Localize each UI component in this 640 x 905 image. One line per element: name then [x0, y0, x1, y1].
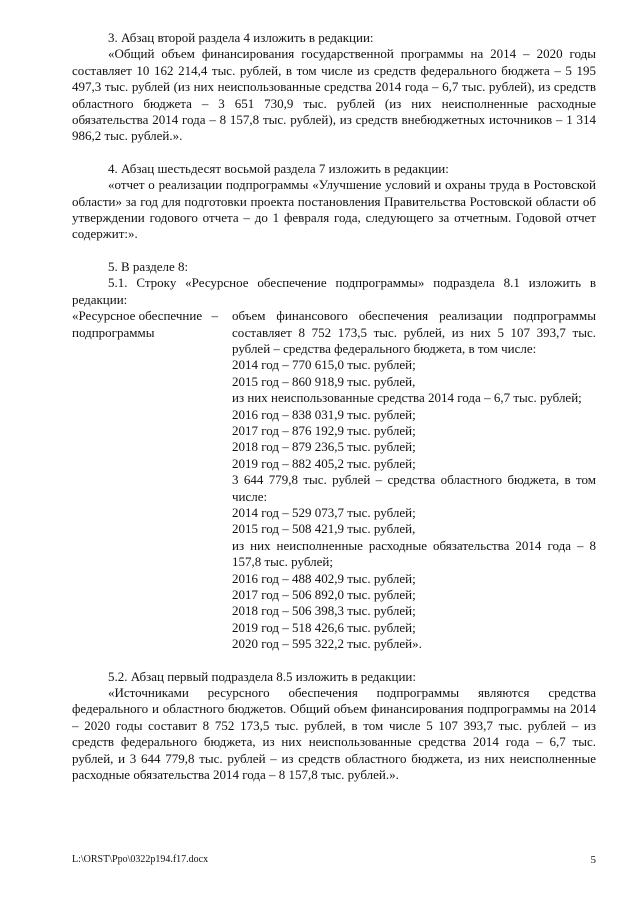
- resource-line: 2020 год – 595 322,2 тыс. рублей».: [232, 636, 422, 652]
- resource-line: 2018 год – 506 398,3 тыс. рублей;: [232, 603, 416, 619]
- item-5-1-text: 5.1. Строку «Ресурсное обеспечение подпрограммы» подраздела 8.1 изложить в редакции:: [72, 275, 596, 307]
- item-5-heading: 5. В разделе 8:: [108, 258, 189, 274]
- resource-line: 3 644 779,8 тыс. рублей – средства областного бюджета, в том числе:: [232, 472, 596, 504]
- document-page: [72, 30, 596, 783]
- resource-line: 2014 год – 529 073,7 тыс. рублей;: [232, 504, 416, 520]
- file-path: L:\ORST\Ppo\0322p194.f17.docx: [72, 854, 209, 865]
- resource-line: 2018 год – 879 236,5 тыс. рублей;: [232, 439, 416, 455]
- resource-line: 2017 год – 876 192,9 тыс. рублей;: [232, 422, 416, 438]
- item-4-heading: 4. Абзац шестьдесят восьмой раздела 7 изложить в редакции:: [108, 160, 449, 176]
- item-5-2-body: «Источниками ресурсного обеспечения подпрограммы являются средства федерального и областного бюджетов. Общий объем финансирования подпрограммы на 2014 – 2020 годы составит 8 752 173,5 тыс. рублей, в том числе 5 107 393,7 тыс. рублей – из средств федерального бюджета, из них неиспользованные средства 2014 года – 6,7 тыс. рублей, и 3 644 779,8 тыс. рублей – из средств областного бюджета, из них неисполненные расходные обязательства 2014 года – 8 157,8 тыс. рублей.».: [72, 685, 596, 783]
- resource-table-label-cell: [72, 308, 232, 653]
- resource-line: 2017 год – 506 892,0 тыс. рублей;: [232, 587, 416, 602]
- resource-line: 2016 год – 488 402,9 тыс. рублей;: [232, 570, 416, 586]
- resource-line: 2019 год – 518 426,6 тыс. рублей;: [232, 619, 416, 635]
- resource-line: 2014 год – 770 615,0 тыс. рублей;: [232, 357, 416, 373]
- item-3-body: «Общий объем финансирования государственной программы на 2014 – 2020 годы составляет 10 162 214,4 тыс. рублей, в том числе из средств федерального бюджета – 5 195 497,3 тыс. рублей (из них неиспользованные средства 2014 года – 6,7 тыс. рублей), из средств областного бюджета – 3 651 730,9 тыс. рублей (из них неисполненные расходные обязательства 2014 года – 8 157,8 тыс. рублей), из средств внебюджетных источников – 1 314 986,2 тыс. рублей.».: [72, 46, 596, 144]
- item-3-heading: 3. Абзац второй раздела 4 изложить в редакции:: [108, 30, 374, 45]
- resource-line: 2016 год – 838 031,9 тыс. рублей;: [232, 406, 416, 422]
- resource-table-label: «Ресурсное обеспечние подпрограммы: [72, 308, 203, 340]
- item-4-body: «отчет о реализации подпрограммы «Улучшение условий и охраны труда в Ростовской области» за год для подготовки проекта постановления Правительства Ростовской области об утверждении годового отчета – до 1 февраля года, следующего за отчетным. Годовой отчет содержит:».: [72, 177, 596, 242]
- resource-line: 2015 год – 860 918,9 тыс. рублей,: [232, 373, 416, 389]
- resource-line: объем финансового обеспечения реализации подпрограммы составляет 8 752 173,5 тыс. рублей, из них 5 107 393,7 тыс. рублей – средства федерального бюджета, в том числе:: [232, 308, 596, 356]
- resource-line: 2019 год – 882 405,2 тыс. рублей;: [232, 455, 416, 471]
- resource-table: [72, 308, 596, 653]
- page-number: 5: [590, 854, 596, 866]
- resource-line: 2015 год – 508 421,9 тыс. рублей,: [232, 521, 416, 537]
- resource-table-value-cell: [232, 308, 596, 653]
- page-footer: [72, 854, 596, 865]
- item-5-2-heading: 5.2. Абзац первый подраздела 8.5 изложить в редакции:: [108, 668, 416, 684]
- resource-table-dash: –: [211, 308, 218, 324]
- resource-line: из них неисполненные расходные обязательства 2014 года – 8 157,8 тыс. рублей;: [232, 537, 596, 570]
- resource-line: из них неиспользованные средства 2014 года – 6,7 тыс. рублей;: [232, 390, 582, 406]
